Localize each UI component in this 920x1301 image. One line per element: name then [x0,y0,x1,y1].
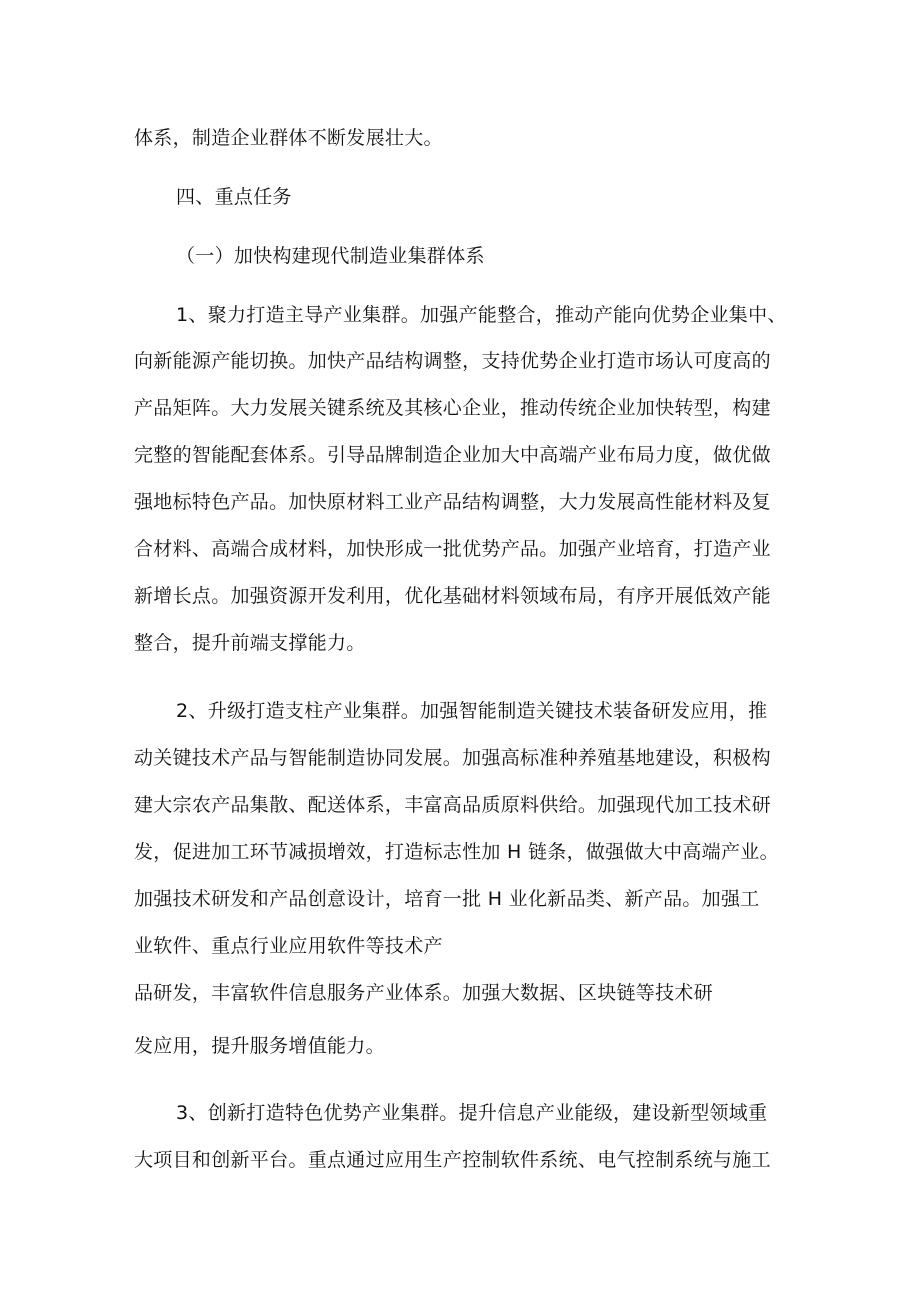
text-line: 体系，制造企业群体不断发展壮大。 [134,127,443,149]
paragraph-line: 大项目和创新平台。重点通过应用生产控制软件系统、电气控制系统与施工 [134,1149,771,1171]
paragraph-line: 业软件、重点行业应用软件等技术产 [134,935,443,957]
paragraph-line: 2、升级打造支柱产业集群。加强智能制造关键技术装备研发应用，推 [176,700,768,722]
paragraph-line: 加强技术研发和产品创意设计，培育一批 H 业化新品类、新产品。加强工 [134,888,760,910]
paragraph-line: 完整的智能配套体系。引导品牌制造企业加大中高端产业布局力度，做优做 [134,444,771,466]
paragraph-line: 产品矩阵。大力发展关键系统及其核心企业，推动传统企业加快转型，构建 [134,397,771,419]
section-heading: 四、重点任务 [176,186,292,208]
paragraph-line: 发，促进加工环节减损增效，打造标志性加 H 链条，做强做大中高端产业。 [134,841,779,863]
paragraph-line: 建大宗农产品集散、配送体系，丰富高品质原料供给。加强现代加工技术研 [134,794,771,816]
paragraph-line: 向新能源产能切换。加快产品结构调整，支持优势企业打造市场认可度高的 [134,350,771,372]
paragraph-line: 动关键技术产品与智能制造协同发展。加强高标准种养殖基地建设，积极构 [134,747,771,769]
paragraph-line: 1、聚力打造主导产业集群。加强产能整合，推动产能向优势企业集中、 [176,304,787,326]
paragraph-line: 发应用，提升服务增值能力。 [134,1035,385,1057]
subsection-heading: （一）加快构建现代制造业集群体系 [176,245,485,267]
paragraph-line: 合材料、高端合成材料，加快形成一批优势产品。加强产业培育，打造产业 [134,538,771,560]
paragraph-line: 3、创新打造特色优势产业集群。提升信息产业能级，建设新型领域重 [176,1102,768,1124]
paragraph-line: 强地标特色产品。加快原材料工业产品结构调整，大力发展高性能材料及复 [134,491,771,513]
paragraph-line: 新增长点。加强资源开发利用，优化基础材料领域布局，有序开展低效产能 [134,585,771,607]
paragraph-line: 整合，提升前端支撑能力。 [134,632,366,654]
paragraph-line: 品研发，丰富软件信息服务产业体系。加强大数据、区块链等技术研 [134,982,714,1004]
